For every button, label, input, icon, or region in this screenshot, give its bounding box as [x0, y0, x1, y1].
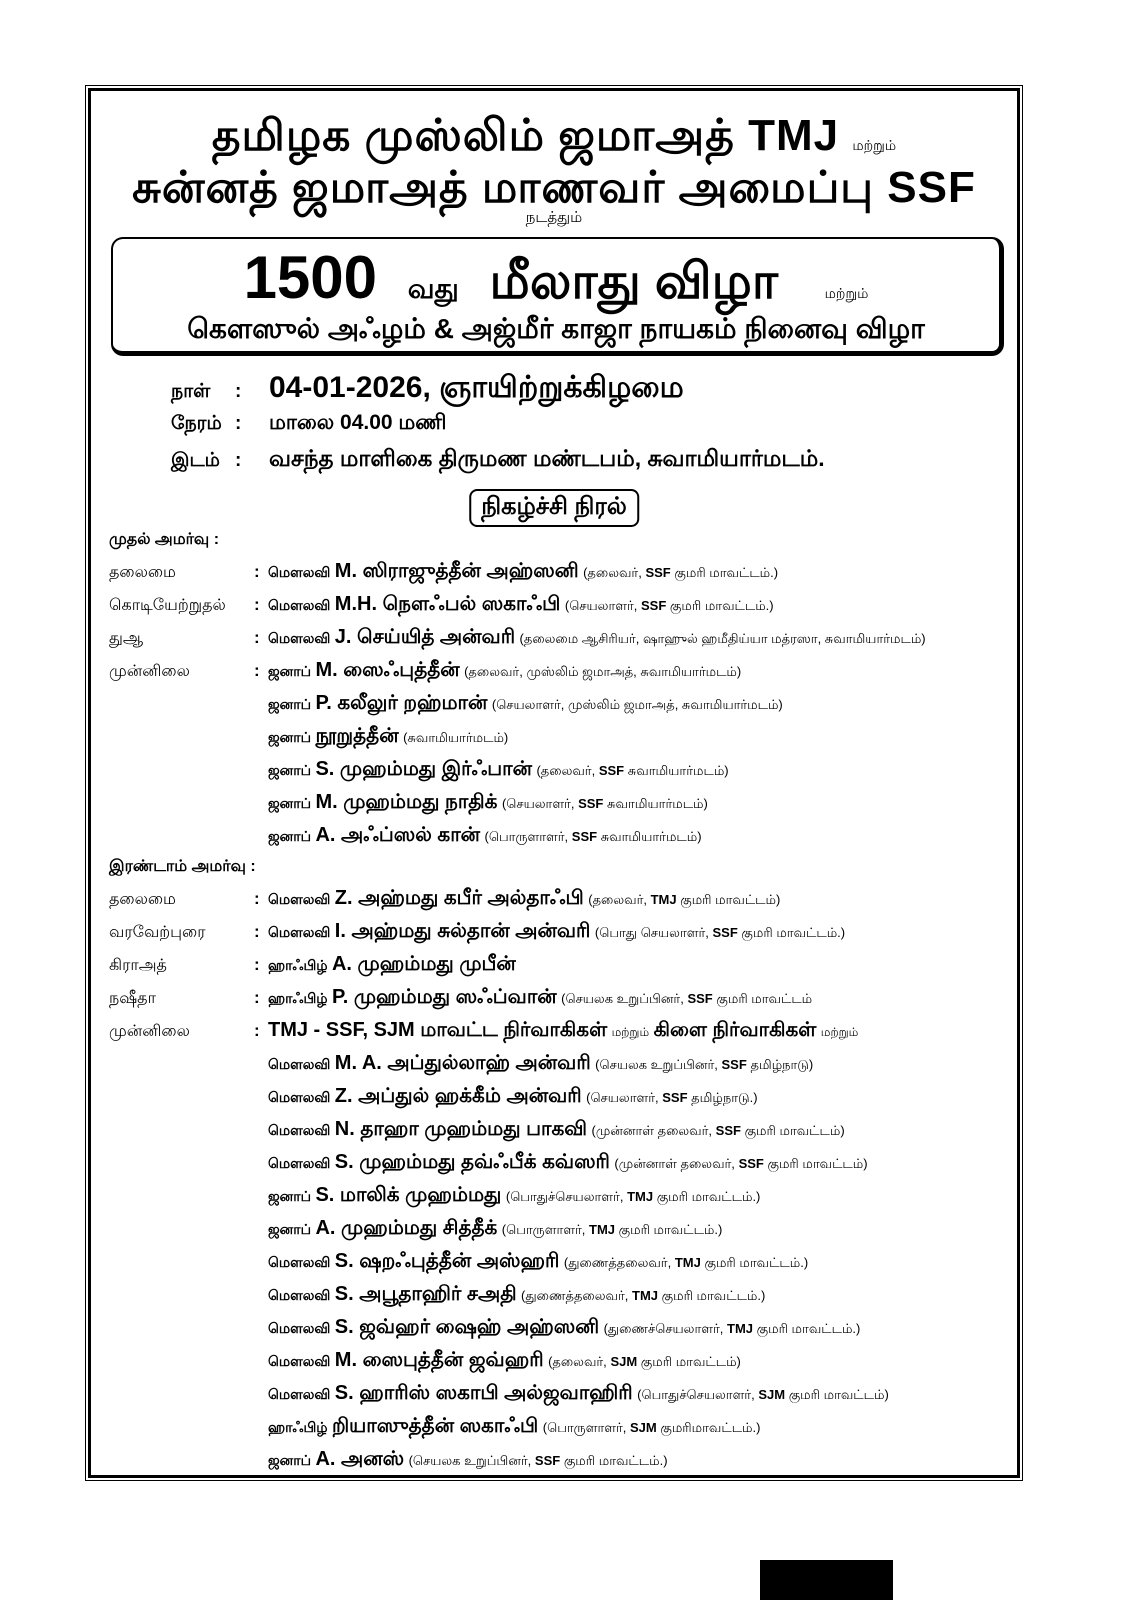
- table-row: [109, 555, 1009, 588]
- venue-label: இடம்: [171, 450, 220, 471]
- person-name: P. முஹம்மது ஸஃப்வான்: [331, 986, 557, 1008]
- person-name: N. தாஹா முஹம்மது பாகவி: [334, 1118, 588, 1140]
- note-org: SSF: [598, 763, 625, 778]
- note-place: குமரி மாவட்டம்.): [741, 925, 846, 940]
- role-note: [520, 631, 926, 646]
- conjunction: மற்றும்: [820, 1025, 859, 1039]
- note-place: குமரிமாவட்டம்.): [660, 1420, 761, 1435]
- table-row: [109, 786, 1009, 819]
- table-row: [109, 1245, 1009, 1278]
- venue-value: வசந்த மாளிகை திருமண மண்டபம், சுவாமியார்மடம்.: [269, 445, 825, 471]
- note-org: SSF: [715, 1123, 741, 1138]
- note-place: தமிழ்நாடு.): [691, 1090, 758, 1105]
- role-note: [536, 763, 728, 778]
- role-note: [521, 1288, 765, 1303]
- table-row: [109, 1014, 1009, 1047]
- honorific: மௌலவி: [268, 891, 331, 907]
- note-place: குமரி மாவட்டம்): [788, 1387, 889, 1402]
- note-position: (செயலக உறுப்பினர்,: [561, 991, 684, 1006]
- colon: :: [235, 381, 242, 402]
- note-org: SJM: [758, 1387, 786, 1402]
- note-place: குமரி மாவட்டம்.): [656, 1189, 761, 1204]
- table-row: [109, 1047, 1009, 1080]
- role-label: தலைமை: [109, 891, 176, 908]
- role-note: [485, 829, 702, 844]
- note-position: (தலைவர்,: [536, 763, 596, 778]
- person-name: I. அஹ்மது சுல்தான் அன்வரி: [334, 920, 591, 942]
- person-name: S. ஷறஃபுத்தீன் அஸ்ஹரி: [334, 1250, 560, 1272]
- event-subtitle: கௌஸுல் அஃழம் & அஜ்மீர் காஜா நாயகம் நினைவு விழா: [187, 313, 925, 344]
- note-position: (தலைமை ஆசிரியர், ஷாஹுல் ஹமீதிய்யா மத்ரஸா, சுவாமியார்மடம்): [519, 631, 926, 646]
- program-title: நிகழ்ச்சி நிரல்: [469, 489, 639, 527]
- table-row: [109, 1146, 1009, 1179]
- note-position: (செயலக உறுப்பினர்,: [595, 1057, 718, 1072]
- person-name: M. ஸைபுத்தீன் ஜவ்ஹரி: [334, 1349, 544, 1371]
- honorific: ஹாஃபிழ்: [268, 957, 328, 973]
- honorific: மௌலவி: [268, 564, 331, 580]
- conjunction: மற்றும்: [852, 137, 897, 153]
- note-position: (முன்னாள் தலைவர்,: [614, 1156, 735, 1171]
- role-note: [564, 1255, 808, 1270]
- person-name: J. செய்யித் அன்வரி: [334, 626, 516, 648]
- time-value: மாலை 04.00 மணி: [269, 411, 447, 434]
- note-org: TMJ: [632, 1288, 658, 1303]
- person-name: S. முஹம்மது இர்ஃபான்: [315, 758, 533, 780]
- header-line-1: [91, 111, 1017, 167]
- role-note: [588, 892, 780, 907]
- note-place: குமரி மாவட்டம்: [716, 991, 813, 1006]
- role-note: [543, 1420, 761, 1435]
- colon: :: [254, 562, 260, 581]
- person-name: நூறுத்தீன்: [315, 725, 399, 747]
- colon: :: [254, 661, 260, 680]
- role-note: [464, 664, 741, 679]
- colon: :: [254, 922, 260, 941]
- note-org: SSF: [662, 1090, 688, 1105]
- event-number: 1500: [243, 244, 378, 311]
- note-place: குமரி மாவட்டம்.): [661, 1288, 766, 1303]
- venue-line: [171, 445, 825, 475]
- role-note: [548, 1354, 741, 1369]
- role-label: கொடியேற்றுதல்: [109, 597, 226, 614]
- role-note: [502, 1222, 723, 1237]
- person-name: M. ஸிராஜுத்தீன் அஹ்ஸனி: [334, 560, 579, 582]
- note-org: SJM: [610, 1354, 638, 1369]
- note-org: SSF: [641, 598, 667, 613]
- event-title-box: [111, 237, 1004, 356]
- time-line: [171, 411, 447, 437]
- person-name: Z. அப்துல் ஹக்கீம் அன்வரி: [334, 1085, 582, 1107]
- honorific: மௌலவி: [268, 1320, 331, 1336]
- role-note: [604, 1321, 861, 1336]
- note-place: குமரி மாவட்டம்): [640, 1354, 741, 1369]
- note-position: (செயலக உறுப்பினர்,: [408, 1453, 532, 1468]
- note-org: SSF: [721, 1057, 747, 1072]
- table-row: [109, 1344, 1009, 1377]
- table-row: [109, 915, 1009, 948]
- note-place: குமரி மாவட்டம்.): [674, 565, 779, 580]
- person-name: A. முஹம்மது முபீன்: [331, 953, 516, 975]
- person-name: M. ஸைஃபுத்தீன்: [315, 659, 460, 681]
- honorific: மௌலவி: [268, 1056, 331, 1072]
- note-org: SSF: [578, 796, 604, 811]
- note-position: (பொது செயலாளர்,: [594, 925, 709, 940]
- person-name: M.H. நௌஃபல் ஸகாஃபி: [334, 593, 561, 615]
- honorific: ஜனாப்: [268, 696, 311, 712]
- table-row: [109, 1113, 1009, 1146]
- note-place: சுவாமியார்மடம்): [607, 796, 708, 811]
- event-name: மீலாது விழா: [489, 253, 778, 309]
- note-position: (செயலாளர்,: [564, 598, 638, 613]
- org-title-ssf: சுன்னத் ஜமாஅத் மாணவர் அமைப்பு SSF: [132, 163, 976, 212]
- role-label: நஷீதா: [109, 990, 156, 1007]
- table-row: [109, 1179, 1009, 1212]
- note-position: (தலைவர், முஸ்லிம் ஜமாஅத், சுவாமியார்மடம்): [464, 664, 742, 679]
- person-name: Z. அஹ்மது கபீர் அல்தாஃபி: [334, 887, 584, 909]
- colon: :: [235, 450, 242, 471]
- person-name: A. அனஸ்: [315, 1448, 405, 1470]
- honorific: ஜனாப்: [268, 1221, 311, 1237]
- colon: :: [235, 413, 242, 434]
- table-row: [109, 1080, 1009, 1113]
- note-position: (தலைவர்,: [548, 1354, 607, 1369]
- person-name: S. முஹம்மது தவ்ஃபீக் கவ்ஸரி: [334, 1151, 610, 1173]
- honorific: மௌலவி: [268, 924, 331, 940]
- note-org: SSF: [571, 829, 598, 844]
- role-note: [561, 991, 812, 1006]
- note-place: சுவாமியார்மடம்): [600, 829, 702, 844]
- colon: :: [254, 988, 260, 1007]
- person-name: M. முஹம்மது நாதிக்: [315, 791, 498, 813]
- colon: :: [254, 595, 260, 614]
- note-org: SSF: [738, 1156, 764, 1171]
- honorific: மௌலவி: [268, 1155, 331, 1171]
- table-row: [109, 1410, 1009, 1443]
- session: [109, 525, 1009, 852]
- note-org: TMJ: [650, 892, 677, 907]
- note-org: SSF: [645, 565, 671, 580]
- honorific: ஹாஃபிழ்: [268, 1419, 328, 1435]
- honorific: மௌலவி: [268, 1386, 331, 1402]
- colon: :: [254, 1021, 260, 1040]
- note-position: (துணைச்செயலாளர்,: [603, 1321, 724, 1336]
- colon: :: [254, 955, 260, 974]
- role-note: [565, 598, 774, 613]
- note-org: TMJ: [627, 1189, 654, 1204]
- note-place: குமரி மாவட்டம்): [744, 1123, 845, 1138]
- table-row: [109, 981, 1009, 1014]
- role-label: முன்னிலை: [109, 1023, 190, 1040]
- person-name: P. கலீலுர் றஹ்மான்: [315, 692, 488, 714]
- honorific: ஜனாப்: [268, 1452, 311, 1468]
- honorific: மௌலவி: [268, 1254, 331, 1270]
- honorific: ஜனாப்: [268, 762, 311, 778]
- note-position: (செயலாளர்,: [501, 796, 575, 811]
- role-note: [506, 1189, 761, 1204]
- person-name: S. மாலிக் முஹம்மது: [315, 1184, 502, 1206]
- role-note: [502, 796, 708, 811]
- note-position: (பொருளாளர்,: [501, 1222, 586, 1237]
- role-note: [637, 1387, 889, 1402]
- honorific: மௌலவி: [268, 1287, 331, 1303]
- note-position: (துணைத்தலைவர்,: [563, 1255, 672, 1270]
- person-name: றியாஸுத்தீன் ஸகாஃபி: [331, 1415, 539, 1437]
- note-place: குமரி மாவட்டம்.): [618, 1222, 723, 1237]
- note-position: (சுவாமியார்மடம்): [403, 730, 509, 745]
- organizes-label: நடத்தும்: [525, 209, 583, 226]
- table-row: [109, 687, 1009, 720]
- poster-frame: [88, 88, 1020, 1478]
- note-org: TMJ: [589, 1222, 616, 1237]
- role-label: துஆ: [109, 630, 144, 647]
- note-position: (தலைவர்,: [583, 565, 642, 580]
- event-title: [113, 243, 999, 317]
- honorific: மௌலவி: [268, 1353, 331, 1369]
- role-label: கிராஅத்: [109, 957, 167, 974]
- table-row: [109, 621, 1009, 654]
- note-position: (பொருளாளர்,: [484, 829, 569, 844]
- note-position: (செயலாளர், முஸ்லிம் ஜமாஅத், சுவாமியார்மடம்): [491, 697, 783, 712]
- role-note: [492, 697, 783, 712]
- role-label: வரவேற்புரை: [109, 924, 206, 941]
- table-row: [109, 1212, 1009, 1245]
- date-line: [171, 371, 684, 409]
- table-row: [109, 588, 1009, 621]
- note-position: (துணைத்தலைவர்,: [521, 1288, 629, 1303]
- note-place: குமரி மாவட்டம்.): [756, 1321, 861, 1336]
- role-note: [592, 1123, 845, 1138]
- role-note: [409, 1453, 668, 1468]
- program-list: [109, 525, 1009, 1476]
- honorific: ஜனாப்: [268, 1188, 311, 1204]
- colon: :: [254, 889, 260, 908]
- note-org: SJM: [630, 1420, 657, 1435]
- table-row: [109, 1311, 1009, 1344]
- table-row: [109, 819, 1009, 852]
- note-org: TMJ: [674, 1255, 701, 1270]
- table-row: [109, 1377, 1009, 1410]
- honorific: மௌலவி: [268, 1122, 331, 1138]
- note-org: SSF: [534, 1453, 561, 1468]
- note-position: (பொதுச்செயலாளர்,: [505, 1189, 624, 1204]
- honorific: ஜனாப்: [268, 663, 311, 679]
- time-label: நேரம்: [171, 413, 222, 434]
- table-row: [109, 1278, 1009, 1311]
- role-label: தலைமை: [109, 564, 176, 581]
- note-position: (தலைவர்,: [588, 892, 647, 907]
- session-title: இரண்டாம் அமர்வு :: [109, 858, 256, 875]
- honorific: ஜனாப்: [268, 795, 311, 811]
- person-name: M. A. அப்துல்லாஹ் அன்வரி: [334, 1052, 591, 1074]
- colon: :: [254, 628, 260, 647]
- date-label: நாள்: [171, 381, 211, 402]
- person-name: S. ஜவ்ஹர் ஷைஹ் அஹ்ஸனி: [334, 1316, 600, 1338]
- event-ordinal: வது: [407, 273, 459, 304]
- person-name: A. அஃப்ஸல் கான்: [315, 824, 481, 846]
- conjunction: மற்றும்: [824, 285, 869, 301]
- note-position: (முன்னாள் தலைவர்,: [591, 1123, 713, 1138]
- role-note: [586, 1090, 757, 1105]
- note-place: குமரி மாவட்டம்.): [704, 1255, 809, 1270]
- honorific: ஜனாப்: [268, 729, 311, 745]
- table-row: [109, 654, 1009, 687]
- note-place: குமரி மாவட்டம்.): [563, 1453, 668, 1468]
- note-org: TMJ: [727, 1321, 754, 1336]
- honorific: மௌலவி: [268, 1089, 331, 1105]
- table-row: [109, 948, 1009, 981]
- note-place: குமரி மாவட்டம்.): [669, 598, 774, 613]
- table-row: [109, 1443, 1009, 1476]
- honorific: ஜனாப்: [268, 828, 311, 844]
- note-position: (செயலாளர்,: [586, 1090, 659, 1105]
- session: [109, 852, 1009, 1476]
- honorific: மௌலவி: [268, 597, 331, 613]
- note-place: சுவாமியார்மடம்): [627, 763, 729, 778]
- table-row: [109, 882, 1009, 915]
- person-name: A. முஹம்மது சித்தீக்: [315, 1217, 498, 1239]
- table-row: [109, 720, 1009, 753]
- table-row: [109, 753, 1009, 786]
- note-position: (பொருளாளர்,: [542, 1420, 627, 1435]
- role-note: [595, 1057, 813, 1072]
- role-label: முன்னிலை: [109, 663, 190, 680]
- note-place: தமிழ்நாடு): [750, 1057, 814, 1072]
- honorific: மௌலவி: [268, 630, 331, 646]
- session-title: முதல் அமர்வு :: [109, 531, 220, 548]
- person-name: S. ஹாரிஸ் ஸகாபி அல்ஜவாஹிரி: [334, 1382, 633, 1404]
- role-note: [595, 925, 845, 940]
- note-place: குமரி மாவட்டம்): [680, 892, 781, 907]
- person-name: S. அபூதாஹிர் சஅதி: [334, 1283, 517, 1305]
- person-name: TMJ - SSF, SJM மாவட்ட நிர்வாகிகள்: [268, 1019, 608, 1041]
- black-bar: [760, 1560, 893, 1600]
- conjunction: மற்றும்: [611, 1025, 650, 1039]
- role-note: [403, 730, 508, 745]
- date-value: 04-01-2026, ஞாயிற்றுக்கிழமை: [269, 371, 684, 404]
- note-place: குமரி மாவட்டம்): [767, 1156, 868, 1171]
- note-org: SSF: [712, 925, 738, 940]
- person-name: கிளை நிர்வாகிகள்: [653, 1019, 817, 1041]
- honorific: ஹாஃபிழ்: [268, 990, 328, 1006]
- org-title-tmj: தமிழக முஸ்லிம் ஜமாஅத் TMJ: [211, 111, 840, 160]
- role-note: [583, 565, 778, 580]
- role-note: [614, 1156, 867, 1171]
- note-org: SSF: [687, 991, 713, 1006]
- note-position: (பொதுச்செயலாளர்,: [637, 1387, 755, 1402]
